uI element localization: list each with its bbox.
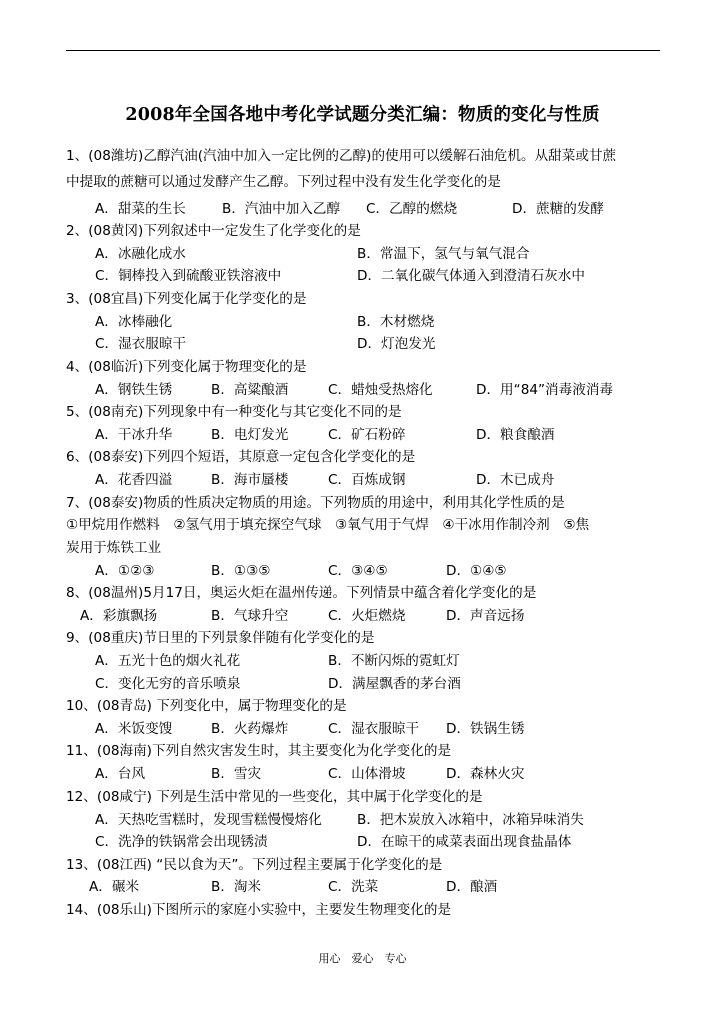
page-footer: 用心 爱心 专心 [318,952,407,965]
question-11-option: D．森林火灾 [446,766,525,782]
question-1-option: A．甜菜的生长 [95,201,186,217]
question-7-stem-line: ①甲烷用作燃料 ②氢气用于填充探空气球 ③氧气用于气焊 ④干冰用作制冷剂 ⑤焦 [66,517,590,533]
question-8-stem-line: 8、(08温州)5月17日，奥运火炬在温州传递。下列情景中蕴含着化学变化的是 [66,585,537,601]
question-5-option: B．电灯发光 [211,427,289,443]
question-13-stem-line: 13、(08江西) “民以食为天”。下列过程主要属于化学变化的是 [66,857,443,873]
question-5-option: A．干冰升华 [95,427,173,443]
question-10-option: D．铁锅生锈 [446,721,525,737]
question-8-option: A．彩旗飘扬 [80,608,158,624]
question-12-stem-line: 12、(08咸宁) 下列是生活中常见的一些变化，其中属于化学变化的是 [66,789,483,805]
question-11-stem-line: 11、(08海南)下列自然灾害发生时，其主要变化为化学变化的是 [66,743,452,759]
question-2-option: C．铜棒投入到硫酸亚铁溶液中 [95,268,282,284]
question-1-stem-line: 中提取的蔗糖可以通过发酵产生乙醇。下列过程中没有发生化学变化的是 [66,174,501,190]
question-3-option: B．木材燃烧 [357,314,435,330]
question-6-option: C．百炼成钢 [328,472,406,488]
question-9-option: C．变化无穷的音乐喷泉 [95,676,241,692]
question-12-option: A．天热吃雪糕时，发现雪糕慢慢熔化 [95,812,322,828]
page-title: 2008年全国各地中考化学试题分类汇编：物质的变化与性质 [125,105,600,125]
question-11-option: B．雪灾 [211,766,262,782]
question-4-option: C．蜡烛受热熔化 [328,382,433,398]
question-3-option: A．冰棒融化 [95,314,173,330]
question-1-option: B．汽油中加入乙醇 [222,201,341,217]
question-7-option: C．③④⑤ [328,563,388,579]
question-9-option: A．五光十色的烟火礼花 [95,653,241,669]
question-1-option: D．蔗糖的发酵 [512,201,605,217]
header-rule [66,50,660,51]
question-4-option: A．钢铁生锈 [95,382,173,398]
question-7-option: A．①②③ [95,563,155,579]
question-9-stem-line: 9、(08重庆)节日里的下列景象伴随有化学变化的是 [66,630,375,646]
question-5-stem-line: 5、(08南充)下列现象中有一种变化与其它变化不同的是 [66,404,402,420]
question-10-option: C．湿衣服晾干 [328,721,420,737]
question-2-stem-line: 2、(08黄冈)下列叙述中一定发生了化学变化的是 [66,223,361,239]
question-13-option: C．洗菜 [328,879,379,895]
question-5-option: C．矿石粉碎 [328,427,406,443]
question-8-option: D．声音远扬 [446,608,525,624]
question-3-option: C．湿衣服晾干 [95,336,187,352]
question-8-option: C．火炬燃烧 [328,608,406,624]
question-14-stem-line: 14、(08乐山)下图所示的家庭小实验中，主要发生物理变化的是 [66,902,452,918]
question-6-option: B．海市蜃楼 [211,472,289,488]
question-12-option: B．把木炭放入冰箱中，冰箱异味消失 [357,812,584,828]
question-2-option: A．冰融化成水 [95,246,186,262]
question-9-option: B．不断闪烁的霓虹灯 [328,653,460,669]
question-7-stem-line: 炭用于炼铁工业 [66,540,162,556]
question-12-option: C．洗净的铁锅常会出现锈渍 [95,834,268,850]
question-8-option: B．气球升空 [211,608,289,624]
question-7-option: B．①③⑤ [211,563,271,579]
question-11-option: C．山体滑坡 [328,766,406,782]
question-1-stem-line: 1、(08潍坊)乙醇汽油(汽油中加入一定比例的乙醇)的使用可以缓解石油危机。从甜菜或甘蔗 [66,148,617,164]
question-9-option: D．满屋飘香的茅台酒 [328,676,461,692]
question-6-option: A．花香四溢 [95,472,173,488]
question-5-option: D．粮食酿酒 [476,427,555,443]
question-6-option: D．木已成舟 [476,472,555,488]
question-2-option: B．常温下，氢气与氧气混合 [357,246,530,262]
question-3-option: D．灯泡发光 [357,336,436,352]
question-10-option: B．火药爆炸 [211,721,289,737]
question-1-option: C．乙醇的燃烧 [366,201,458,217]
question-6-stem-line: 6、(08泰安)下列四个短语，其原意一定包含化学变化的是 [66,449,416,465]
question-11-option: A．台风 [95,766,146,782]
question-2-option: D．二氧化碳气体通入到澄清石灰水中 [357,268,585,284]
question-3-stem-line: 3、(08宜昌)下列变化属于化学变化的是 [66,291,307,307]
question-7-stem-line: 7、(08泰安)物质的性质决定物质的用途。下列物质的用途中，利用其化学性质的是 [66,495,565,511]
question-13-option: B．淘米 [211,879,262,895]
question-4-option: B．高粱酿酒 [211,382,289,398]
question-13-option: A．碾米 [89,879,140,895]
question-10-option: A．米饭变馊 [95,721,173,737]
question-12-option: D．在晾干的咸菜表面出现食盐晶体 [357,834,572,850]
question-4-option: D．用“84”消毒液消毒 [476,382,614,398]
question-10-stem-line: 10、(08青岛) 下列变化中，属于物理变化的是 [66,698,347,714]
question-13-option: D．酿酒 [446,879,498,895]
question-7-option: D．①④⑤ [446,563,507,579]
question-4-stem-line: 4、(08临沂)下列变化属于物理变化的是 [66,359,307,375]
